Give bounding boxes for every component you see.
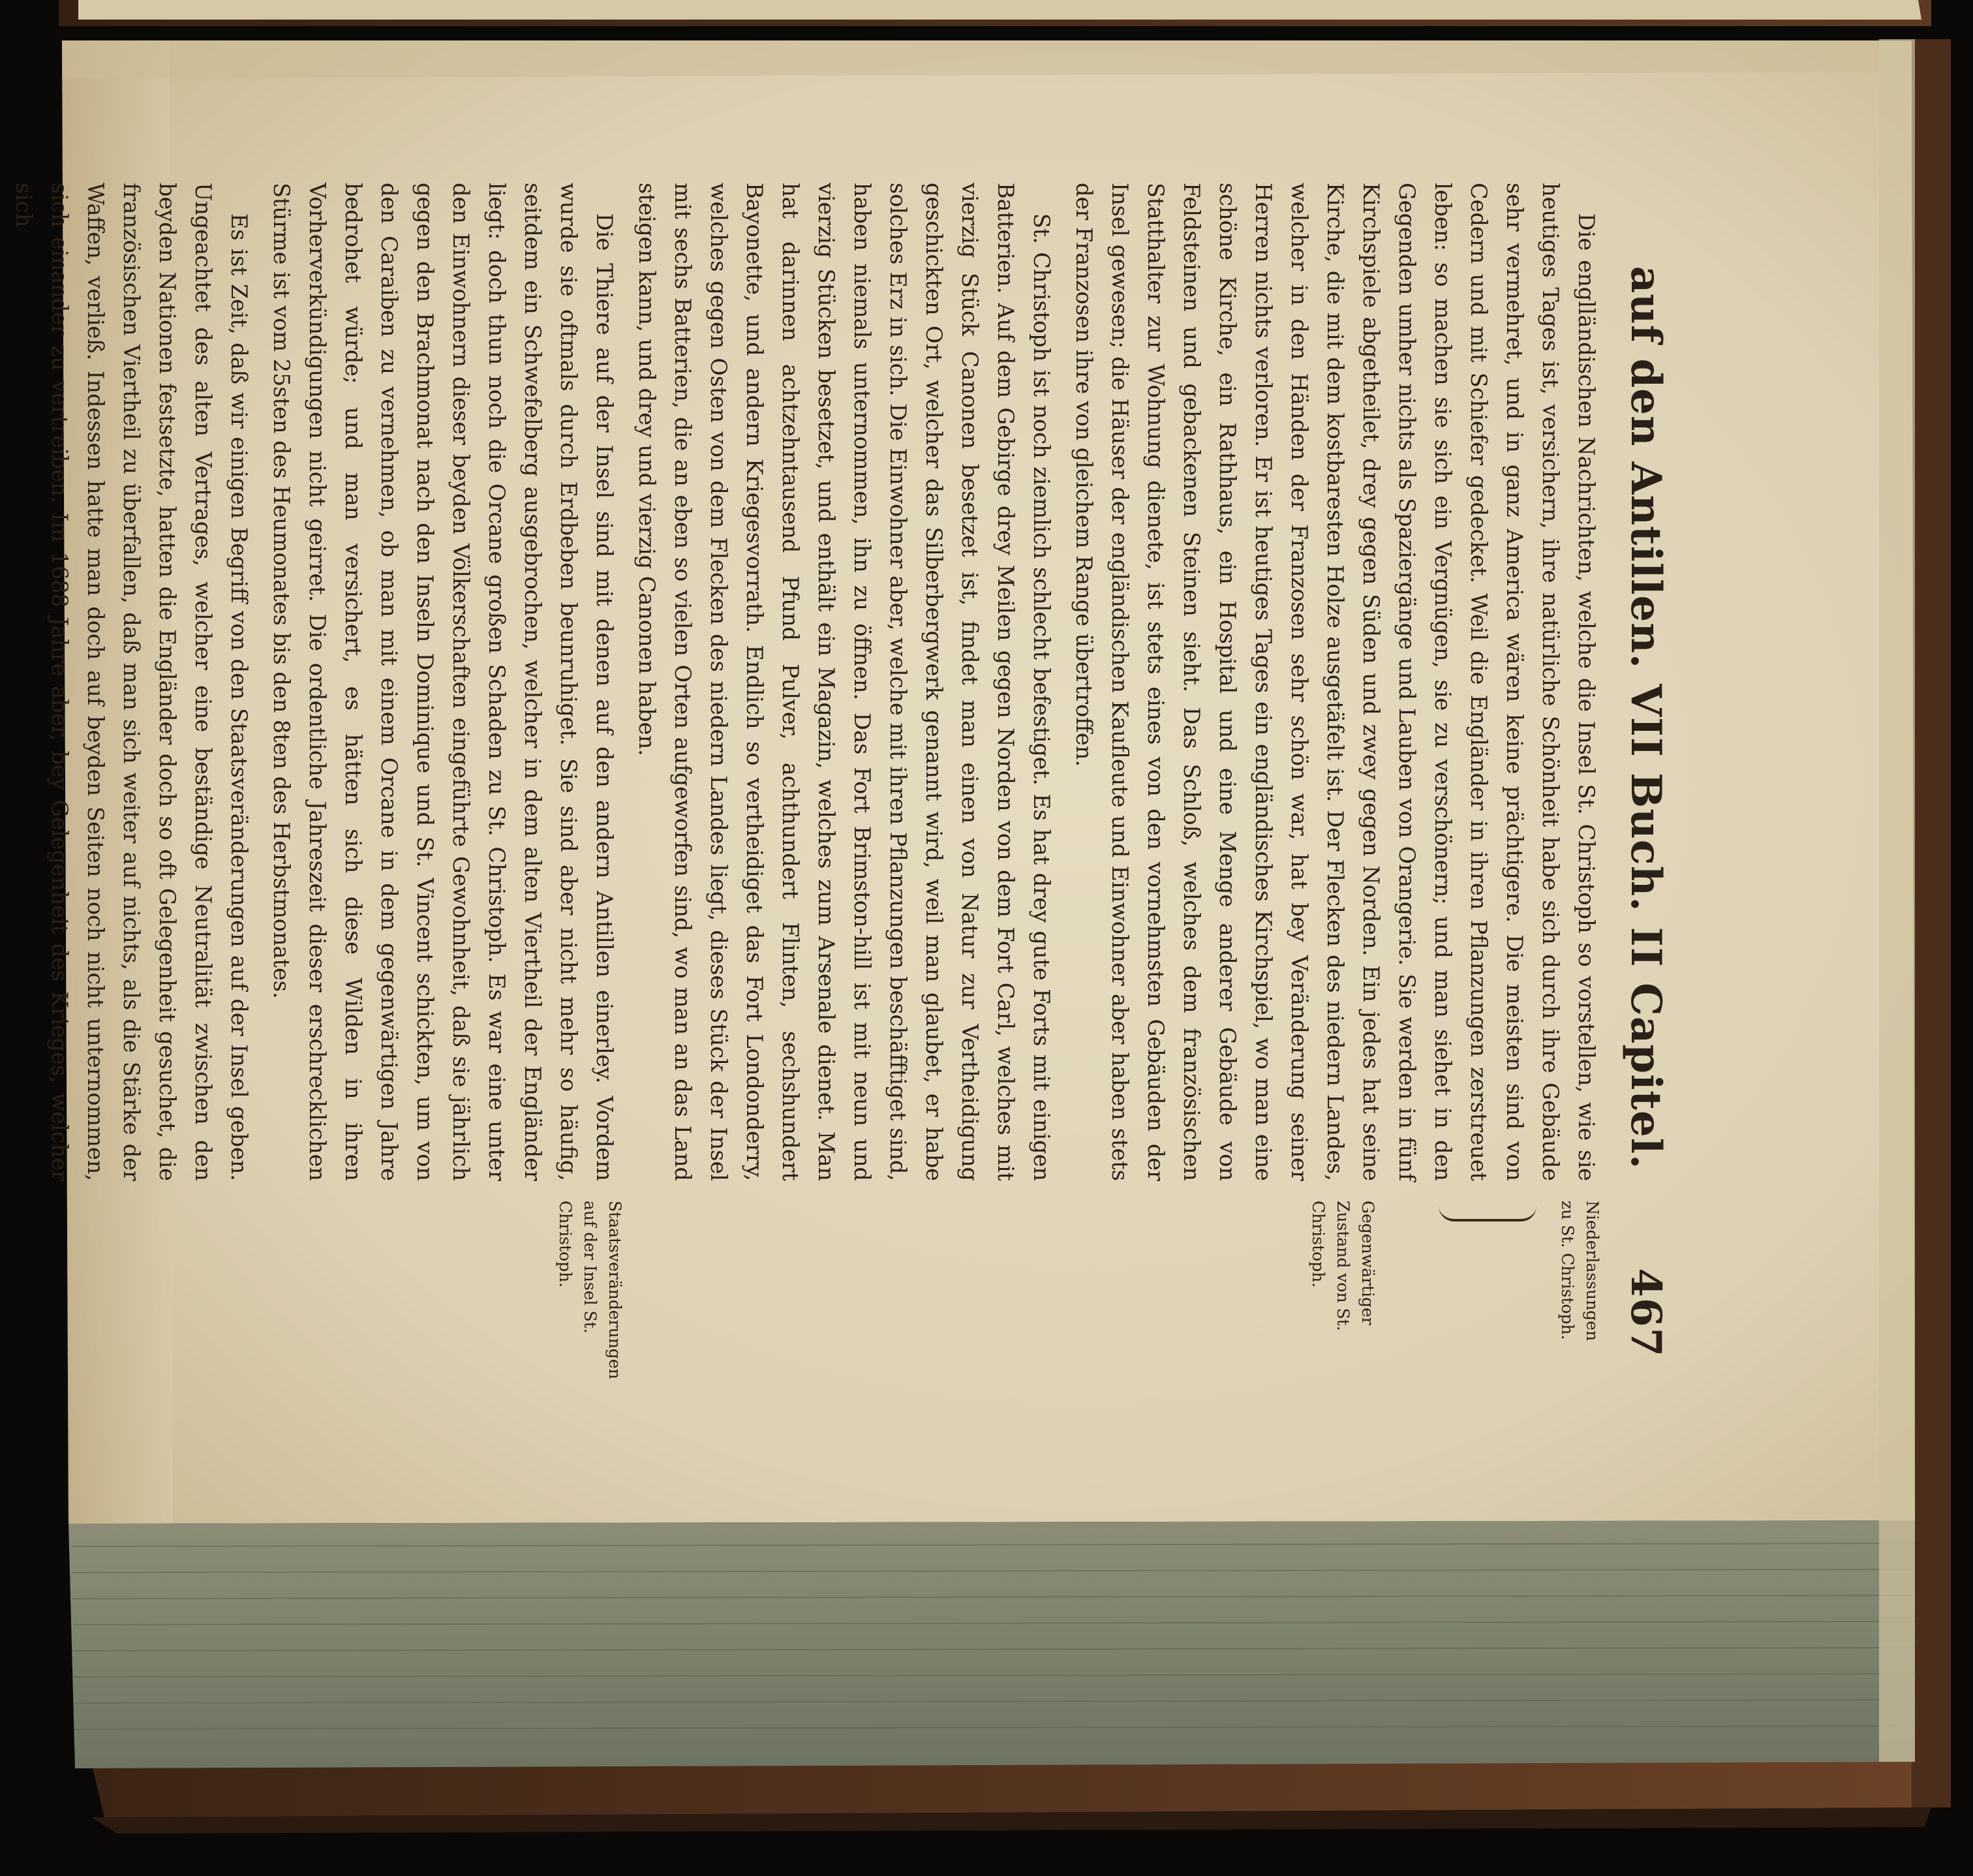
running-head: auf den Antillen. VII Buch. II Capitel. <box>1621 266 1670 1170</box>
page-body <box>6 183 1604 1379</box>
paragraph: Die Thiere auf der Insel sind mit denen auf den andern Antillen einerley. Vordem wurde sie oftmals durch Erdbeben beunruhiget. Sie sind aber nicht mehr so häufig, seitdem ein Schwefelberg ausgebrochen, welcher in dem alten Viertheil der Engländer liegt: doch thun noch die Orcane großen Schaden zu St. Christoph. Es war eine unter den Einwohnern dieser beyden Völkerschaften eingeführte Gewohnheit, daß sie jährlich gegen den Brachmonat nach den Inseln Dominique und St. Vincent schickten, um von den Caraiben zu vernehmen, ob man mit einem Orcane in dem gegenwärtigen Jahre bedrohet würde; und man versichert, es hätten sich diese Wilden in ihren Vorherverkündigungen nicht geirret. Die ordentliche Jahreszeit dieser erschrecklichen Stürme ist vom 25sten des Heumonates bis den 8ten des Herbstmonates. <box>269 183 617 1181</box>
paragraph: St. Christoph ist noch ziemlich schlecht befestiget. Es hat drey gute Forts mit einigen Batterien. Auf dem Gebirge drey Meilen gegen Norden von dem Fort Carl, welches mit vierzig Stück Canonen besetzet ist, findet man einen von Natur zur Vertheidigung geschickten Ort, welcher das Silberbergwerk genannt wird, weil man glaubet, er habe solches Erz in sich. Die Einwohner aber, welche mit ihren Pflanzungen beschäfftiget sind, haben niemals unternommen, ihn zu öffnen. Das Fort Brimston-hill ist mit neun und vierzig Stücken besetzet, und enthält ein Magazin, welches zum Arsenale dienet. Man hat darinnen achtzehntausend Pfund Pulver, achthundert Flinten, sechshundert Bayonette, und andern Kriegesvorrath. Endlich so vertheidiget das Fort Londonderry, welches gegen Osten von dem Flecken des niedern Landes liegt, dieses Stück der Insel mit sechs Batterien, die an eben so vielen Orten aufgeworfen sind, wo man an das Land steigen kann, und drey und vierzig Canonen haben. <box>634 183 1054 1181</box>
marginal-note: Staatsveränderungen auf der Insel St. Christoph. <box>556 1201 624 1379</box>
rotated-page-text <box>11 183 1670 1379</box>
page-header <box>1621 183 1670 1357</box>
marginal-notes-column <box>6 1201 1604 1379</box>
marginal-note: Gegenwärtiger Zustand von St. Christoph. <box>1309 1201 1377 1331</box>
marginal-note: Niederlassungen zu St. Christoph. <box>1558 1201 1602 1342</box>
paragraph: Die englländischen Nachrichten, welche die Insel St. Christoph so vorstellen, wie sie heutiges Tages ist, versichern, ihre natürliche Schönheit habe sich durch ihre Gebäude sehr vermehret, und in ganz America wären keine prächtigere. Die meisten sind von Cedern und mit Schiefer gedecket. Weil die Engländer in ihren Pflanzungen zerstreuet leben: so machen sie sich ein Vergnügen, sie zu verschönern; und man siehet in den Gegenden umher nichts als Spaziergänge und Lauben von Orangerie. Sie werden in fünf Kirchspiele abgetheilet, drey gegen Süden und zwey gegen Norden. Ein jedes hat seine Kirche, die mit dem kostbaresten Holze ausgetäfelt ist. Der Flecken des niedern Landes, welcher in den Händen der Franzosen sehr schön war, hat bey Veränderung seiner Herren nichts verloren. Er ist heutiges Tages ein engländisches Kirchspiel, wo man eine schöne Kirche, ein Rathhaus, ein Hospital und eine Menge anderer Gebäude von Feldsteinen und gebackenen Steinen sieht. Das Schloß, welches dem französischen Statthalter zur Wohnung dienete, ist stets eines von den vornehmsten Gebäuden der Insel gewesen; die Häuser der engländischen Kaufleute und Einwohner aber haben stets der Franzosen ihre von gleichem Range übertroffen. <box>1071 183 1599 1181</box>
brace-mark <box>1439 1206 1537 1222</box>
paragraph: Es ist Zeit, daß wir einigen Begriff von den Staatsveränderungen auf der Insel geben. Ungeachtet des alten Vertrages, welcher eine beständige Neutralität zwischen den beyden Nationen festsetzte, hatten die Engländer doch so oft Gelegenheit gesuchet, die französischen Viertheil zu überfallen, daß man sich weiter auf nichts, als die Stärke der Waffen, verließ. Indessen hatte man doch auf beyden Seiten noch nicht unternommen, sich einander zu vertreiben. Im 1688 Jahre aber, bey Gelegenheit des Krieges, welcher sich <box>11 183 252 1181</box>
main-text-column <box>6 183 1604 1181</box>
page-number: 467 <box>1621 1268 1670 1357</box>
